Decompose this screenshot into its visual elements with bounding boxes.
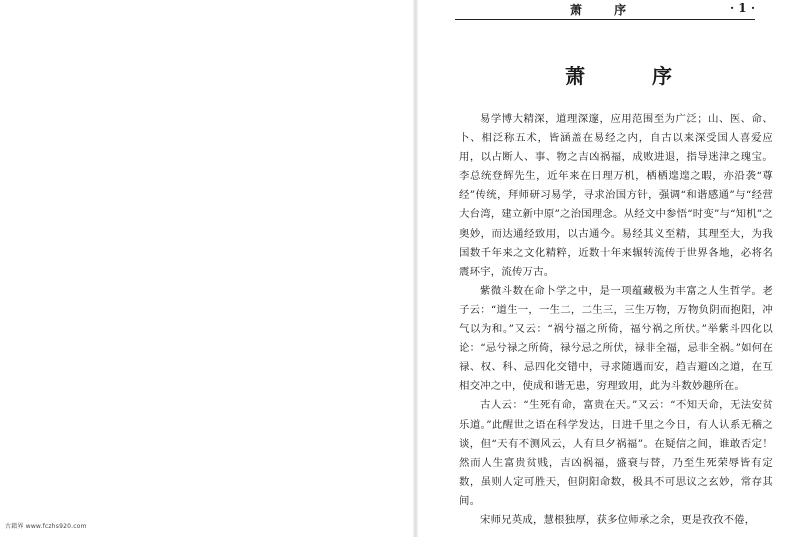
running-title: 萧 序 [570,3,641,17]
paragraph: 紫微斗数在命卜学之中，是一项蕴藏极为丰富之人生哲学。老子云：“道生一，一生二，二生三，三生万物，万物负阴而抱阳，冲气以为和。”又云：“祸兮福之所倚，福兮祸之所伏。”举紫斗四化以论：“忌兮禄之所倚，禄兮忌之所伏，禄非全福，忌非全祸。”如何在禄、权、科、忌四化交错中，寻求随遇而安，趋吉避凶之道，在互相交冲之中，使成和谐无患，穷理致用，此为斗数妙趣所在。 [459,284,773,393]
book-gutter [413,0,418,537]
chapter-title: 萧 序 [565,64,702,88]
page-number: · 1 · [729,1,755,15]
watermark: 古籍界 www.fczhs920.com [5,523,87,530]
paragraph: 古人云：“生死有命，富贵在天。”又云：“不知天命，无法安贫乐道。”此醒世之语在科学发达，日进千里之今日，有人认系无稽之谈，但“天有不测风云，人有旦夕祸福”。在疑信之间，谁敢否定！然而人生富贵贫贱，吉凶祸福，盛衰与替，乃至生死荣辱皆有定数，虽则人定可胜天，但阴阳命数，极具不可思议之玄妙，常存其间。 [459,399,773,507]
paragraph: 宋师兄英成，慧根独厚，获多位师承之余，更是孜孜不倦， [480,513,756,526]
running-header [455,0,755,16]
paragraph: 易学博大精深，道理深邃，应用范围至为广泛；山、医、命、卜、相泛称五术，皆涵盖在易经之内，自古以来深受国人喜爱应用，以占断人、事、物之吉凶祸福，成败进退，指导迷津之瑰宝。李总统登辉先生，近年来在日理万机，栖栖遑遑之暇，亦沿袭“尊经”传统，拜师研习易学，寻求治国方针，强调“和谐感通”与“经营大台湾，建立新中原”之治国理念。从经文中参悟“时变”与“知机”之奥妙，而达通经致用，以古通今。易经其义至精，其理至大，为我国数千年来之文化精粹，近数十年来辗转流传于世界各地，必将名震环宇，流传万古。 [459,113,773,278]
header-rule [455,19,755,20]
preface-body [459,110,773,530]
